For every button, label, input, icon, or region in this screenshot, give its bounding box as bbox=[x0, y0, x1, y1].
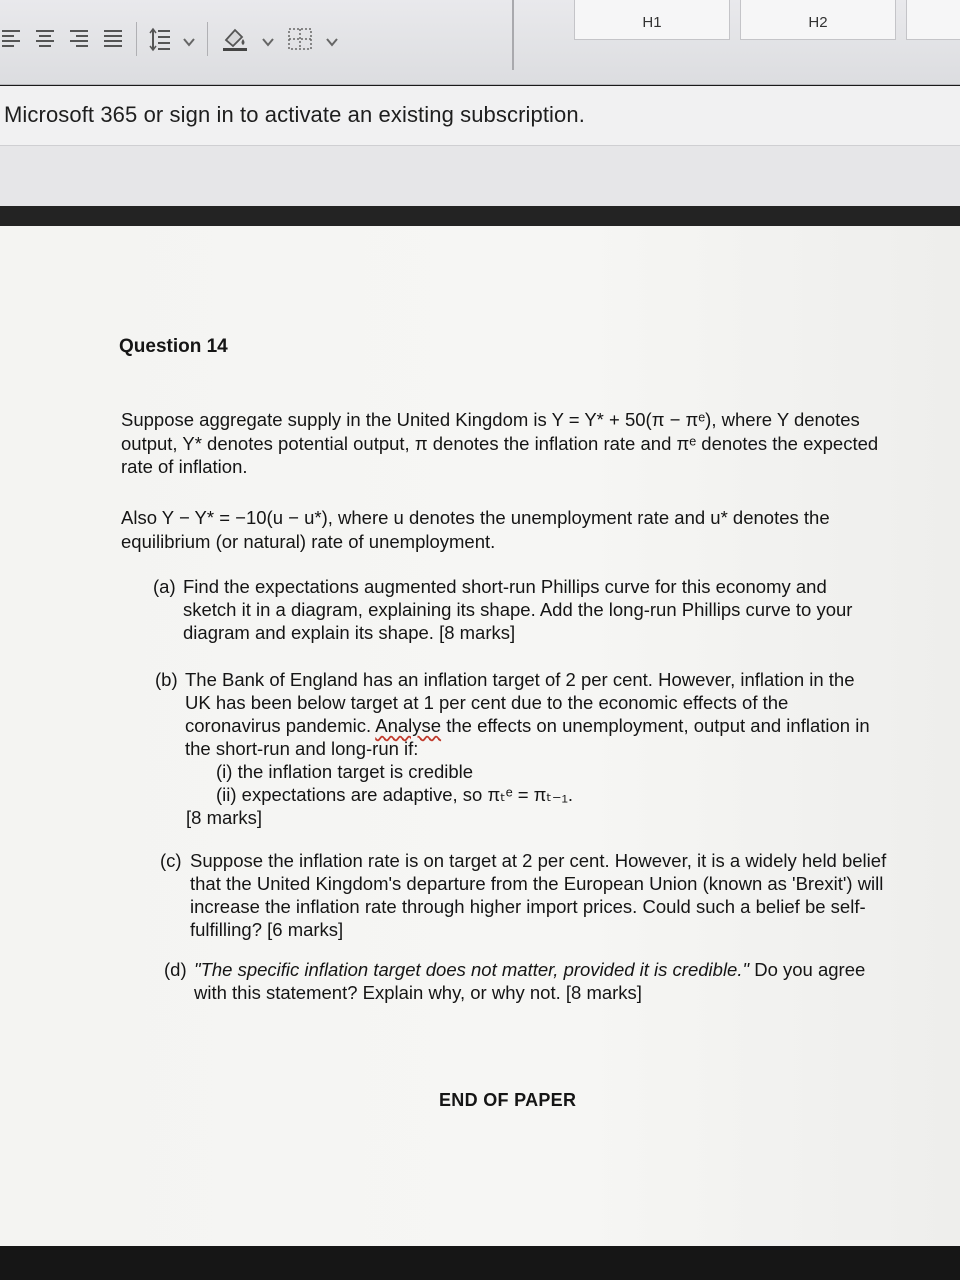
paragraph-aggregate-supply: Suppose aggregate supply in the United Kingdom is Y = Y* + 50(π − πᵉ), where Y denotes output, Y* denotes potential output, π denotes the inflation rate and πᵉ denotes the expected rate of inflation. bbox=[121, 409, 879, 477]
ribbon-toolbar bbox=[0, 0, 960, 85]
style-h1[interactable] bbox=[574, 0, 730, 40]
part-c-text: Suppose the inflation rate is on target at 2 per cent. However, it is a widely held belief that the United Kingdom's departure from the European Union (known as 'Brexit') will increase the inflation rate through higher import prices. Could such a belief be self-fulfilling? [6 marks] bbox=[190, 850, 887, 940]
borders-icon[interactable] bbox=[286, 26, 314, 52]
part-d-text: Do you agree with this statement? Explain why, or why not. [8 marks] bbox=[194, 959, 866, 1003]
part-d-quote: "The specific inflation target does not matter, provided it is credible." bbox=[194, 959, 750, 980]
part-b-text-1: The Bank of England has an inflation target of 2 per cent. However, inflation in the UK has been below target at 1 per cent due to the economic effects of the coronavirus pandemic. bbox=[185, 669, 855, 736]
part-d-label: (d) bbox=[164, 959, 187, 980]
align-right-icon[interactable] bbox=[68, 26, 90, 52]
question-title: Question 14 bbox=[119, 336, 228, 357]
style-h2[interactable] bbox=[740, 0, 896, 40]
align-center-icon[interactable] bbox=[34, 26, 56, 52]
part-b-text-2: the effects on unemployment, output and inflation in the short-run and long-run if: bbox=[185, 715, 870, 759]
toolbar-separator bbox=[136, 22, 137, 56]
paragraph-tools bbox=[0, 22, 338, 56]
toolbar-separator bbox=[207, 22, 208, 56]
document-canvas-band bbox=[0, 146, 960, 212]
part-b-item-ii: (ii) expectations are adaptive, so πₜᵉ = πₜ₋₁. bbox=[216, 784, 574, 805]
style-next[interactable] bbox=[906, 0, 960, 40]
document-canvas-gap bbox=[0, 206, 960, 228]
style-h2-label: H2 bbox=[808, 14, 828, 31]
chevron-down-icon[interactable] bbox=[262, 34, 274, 44]
line-spacing-icon[interactable] bbox=[149, 26, 171, 52]
align-left-icon[interactable] bbox=[0, 26, 22, 52]
part-b-label: (b) bbox=[155, 669, 178, 690]
paragraph-okun-law: Also Y − Y* = −10(u − u*), where u denotes the unemployment rate and u* denotes the equilibrium (or natural) rate of unemployment. bbox=[121, 507, 830, 552]
part-c-label: (c) bbox=[160, 850, 182, 871]
chevron-down-icon[interactable] bbox=[183, 34, 195, 44]
part-b bbox=[155, 668, 895, 829]
end-of-paper: END OF PAPER bbox=[439, 1090, 577, 1110]
part-c bbox=[160, 849, 900, 941]
activation-message[interactable]: Microsoft 365 or sign in to activate an existing subscription. bbox=[4, 102, 585, 127]
part-a-text: Find the expectations augmented short-run Phillips curve for this economy and sketch it in a diagram, explaining its shape. Add the long-run Phillips curve to your diagram and explain its shape. [8 marks] bbox=[183, 576, 853, 643]
part-a-label: (a) bbox=[153, 576, 176, 597]
activation-message-bar bbox=[0, 86, 960, 146]
style-h1-label: H1 bbox=[642, 14, 662, 31]
part-a bbox=[153, 575, 893, 644]
part-d bbox=[164, 958, 904, 1004]
part-b-marks: [8 marks] bbox=[186, 807, 263, 828]
spelling-flag-word[interactable]: Analyse bbox=[375, 715, 442, 736]
document-page[interactable] bbox=[0, 226, 960, 1246]
shading-icon[interactable] bbox=[220, 26, 250, 52]
screen-bezel-bottom bbox=[0, 1246, 960, 1280]
styles-gallery bbox=[512, 0, 960, 70]
chevron-down-icon[interactable] bbox=[326, 34, 338, 44]
part-b-item-i: (i) the inflation target is credible bbox=[216, 761, 474, 782]
justify-icon[interactable] bbox=[102, 26, 124, 52]
